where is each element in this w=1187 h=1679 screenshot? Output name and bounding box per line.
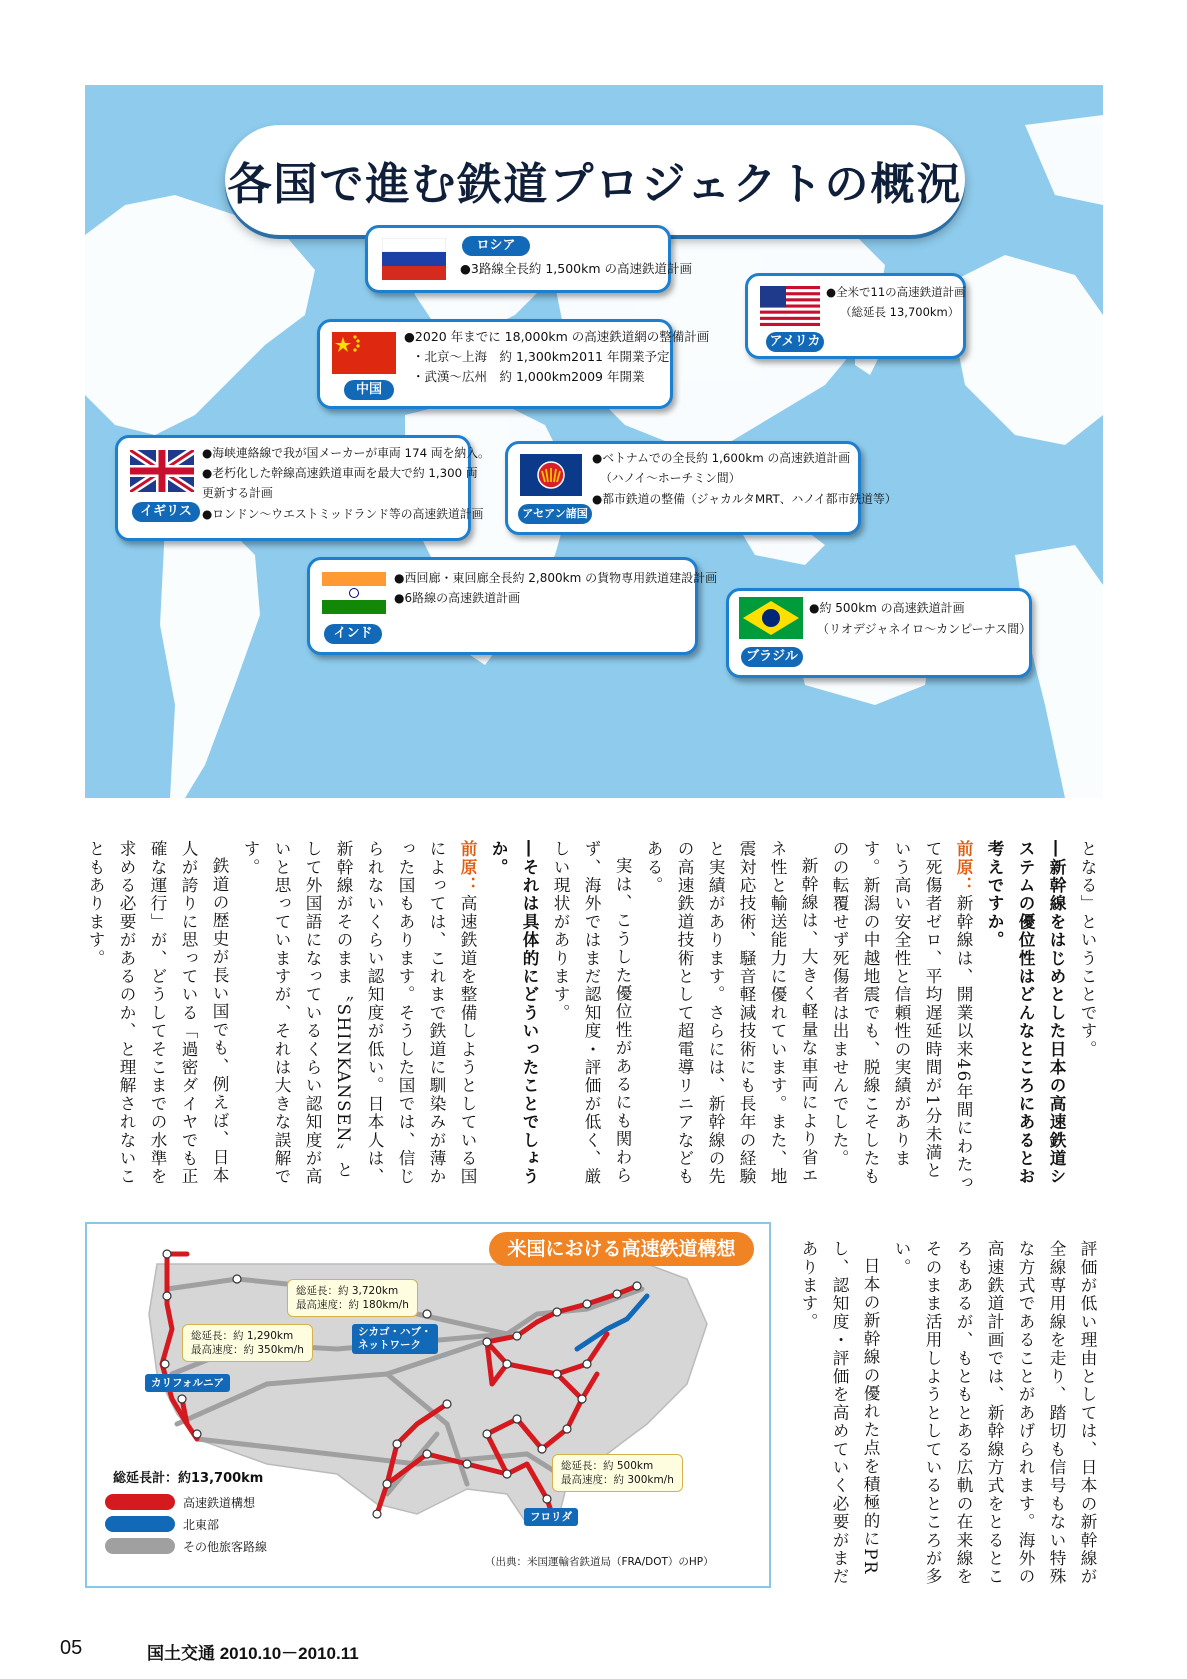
card-brazil bbox=[726, 588, 1032, 678]
card-russia bbox=[365, 225, 693, 293]
card-text: ●ロンドン〜ウエストミッドランド等の高速鉄道計画 bbox=[202, 507, 484, 521]
us-map-title: 米国における高速鉄道構想 bbox=[489, 1232, 754, 1266]
card-text: ●都市鉄道の整備（ジャカルタMRT、ハノイ都市鉄道等） bbox=[592, 492, 897, 506]
speaker-label: 前原： bbox=[458, 840, 477, 895]
bubble-line: 最高速度：約 300km/h bbox=[561, 1474, 674, 1486]
article-paragraph: 評価が低い理由としては、日本の新幹線が全線専用線を走り、踏切も信号もない特殊な方式であることがあげられます。海外の高速鉄道計画では、新幹線方式をとるところもあるが、もともとある広軌の在来線をそのまま活用しようとしているところが多い。 bbox=[892, 1240, 1097, 1586]
bubble-chicago bbox=[287, 1279, 418, 1317]
card-text: ●全米で11の高速鉄道計画 bbox=[826, 285, 966, 299]
answer-text: 高速鉄道を整備しようとしている国によっては、これまで鉄道に馴染みが薄かった国もあります。そうした国では、信じられないくらい認知度が低い。日本人は、新幹線がそのまま〝SHINKANSEN〟として外国語になっているくらい認知度が高いと思っていますが、それは大きな誤解です。 bbox=[241, 840, 477, 1186]
article-paragraph bbox=[235, 840, 483, 1194]
answer-text: 新幹線は、開業以来46年間にわたって死傷者ゼロ、平均遅延時間が1分未満という高い安全性と信頼性の実績があります。新潟の中越地震でも、脱線こそしたものの転覆せず死傷者は出ませんでした。 bbox=[830, 840, 973, 1192]
card-text: （総延長 13,700km） bbox=[840, 305, 960, 319]
bubble-california bbox=[182, 1324, 313, 1362]
brazil-flag-icon bbox=[739, 597, 803, 639]
card-text: ●海峡連絡線で我が国メーカーが車両 174 両を納入。 bbox=[202, 446, 490, 460]
tag-brazil: ブラジル bbox=[741, 647, 803, 667]
interview-question: ―それは具体的にどういったことでしょうか。 bbox=[489, 840, 539, 1186]
card-text: （ハノイ〜ホーチミン間） bbox=[600, 471, 741, 485]
card-text: ●2020 年までに 18,000km の高速鉄道網の整備計画 bbox=[404, 329, 710, 344]
article-right bbox=[800, 1240, 1103, 1594]
world-map-panel bbox=[85, 85, 1103, 798]
tag-chicago-hub bbox=[352, 1324, 438, 1354]
bubble-line: 総延長：約 500km bbox=[561, 1460, 654, 1472]
bubble-line: 総延長：約 1,290km bbox=[191, 1330, 294, 1342]
tag-usa: アメリカ bbox=[766, 332, 824, 352]
article-paragraph: となる」ということです。 bbox=[1078, 840, 1097, 1059]
bubble-line: 総延長：約 3,720km bbox=[296, 1285, 399, 1297]
article-paragraph: 実は、こうした優位性があるにも関わらず、海外ではまだ認知度・評価が低く、厳しい現状があります。 bbox=[551, 840, 632, 1186]
card-uk bbox=[115, 435, 490, 541]
uk-flag-icon bbox=[130, 450, 194, 492]
article-paragraph bbox=[824, 840, 979, 1194]
card-text: （リオデジャネイロ〜カンピーナス間） bbox=[817, 622, 1032, 636]
bubble-line: 最高速度：約 350km/h bbox=[191, 1344, 304, 1356]
speaker-label: 前原： bbox=[954, 840, 973, 895]
tag-line: シカゴ・ハブ・ bbox=[358, 1326, 432, 1338]
tag-india: インド bbox=[324, 624, 382, 644]
tag-uk: イギリス bbox=[132, 502, 200, 522]
tag-china: 中国 bbox=[344, 380, 394, 400]
tag-california: カリフォルニア bbox=[145, 1374, 230, 1392]
page-title: 各国で進む鉄道プロジェクトの概況 bbox=[227, 159, 963, 210]
legend-swatch-hsr bbox=[105, 1494, 175, 1510]
bubble-line: 最高速度：約 180km/h bbox=[296, 1299, 409, 1311]
us-rail-map bbox=[85, 1222, 771, 1588]
legend-swatch-northeast bbox=[105, 1516, 175, 1532]
tag-russia: ロシア bbox=[462, 236, 530, 256]
india-flag-icon bbox=[322, 572, 386, 614]
source-note: （出典：米国運輸省鉄道局（FRA/DOT）のHP） bbox=[485, 1556, 714, 1568]
china-flag-icon bbox=[332, 332, 396, 374]
card-text: 更新する計画 bbox=[202, 486, 273, 500]
legend-label: 北東部 bbox=[183, 1518, 220, 1532]
card-text: ●約 500km の高速鉄道計画 bbox=[809, 601, 965, 615]
article-paragraph: 鉄道の歴史が長い国でも、例えば、日本人が誇りに思っている「過密ダイヤでも正確な運行」が、どうしてそこまでの水準を求める必要があるのか、と理解されないこともあります。 bbox=[86, 840, 229, 1186]
article-paragraph: 日本の新幹線の優れた点を積極的にPRし、認知度・評価を高めていく必要がまだあります。 bbox=[799, 1240, 880, 1586]
asean-flag-icon bbox=[520, 454, 582, 496]
tag-florida: フロリダ bbox=[524, 1508, 578, 1526]
magazine-name: 国土交通 2010.10－2010.11 bbox=[147, 1644, 359, 1663]
article-top bbox=[85, 840, 1103, 1194]
bubble-florida bbox=[552, 1454, 683, 1492]
russia-flag-icon bbox=[382, 238, 446, 280]
card-text: ・武漢〜広州 約 1,000km2009 年開業 bbox=[412, 369, 645, 384]
card-text: ・北京〜上海 約 1,300km2011 年開業予定 bbox=[412, 349, 670, 364]
tag-line: ネットワーク bbox=[358, 1339, 421, 1351]
card-india bbox=[307, 557, 718, 655]
card-text: ●ベトナムでの全長約 1,600km の高速鉄道計画 bbox=[592, 451, 851, 465]
card-text: ●西回廊・東回廊全長約 2,800km の貨物専用鉄道建設計画 bbox=[394, 571, 718, 585]
card-text: ●3路線全長約 1,500km の高速鉄道計画 bbox=[460, 261, 693, 276]
card-text: ●老朽化した幹線高速鉄道車両を最大で約 1,300 両 bbox=[202, 466, 478, 480]
article-paragraph: 新幹線は、大きく軽量な車両により省エネ性と輸送能力に優れています。また、地震対応技術、騒音軽減技術にも長年の経験と実績があります。さらには、新幹線の先の高速鉄道技術として超電導リニアなどもある。 bbox=[644, 840, 818, 1186]
interview-question: ―新幹線をはじめとした日本の高速鉄道システムの優位性はどんなところにあるとお考えですか。 bbox=[985, 840, 1066, 1186]
total-length: 総延長計：約13,700km bbox=[113, 1471, 264, 1486]
usa-flag-icon bbox=[760, 286, 820, 326]
card-china bbox=[317, 319, 710, 409]
card-text: ●6路線の高速鉄道計画 bbox=[394, 591, 521, 605]
card-usa bbox=[745, 273, 966, 359]
card-asean bbox=[505, 441, 897, 535]
page-number: 05 bbox=[60, 1637, 83, 1659]
legend-swatch-other bbox=[105, 1538, 175, 1554]
legend-label: その他旅客路線 bbox=[183, 1540, 268, 1554]
title-banner bbox=[225, 125, 965, 235]
legend-label: 高速鉄道構想 bbox=[183, 1496, 256, 1510]
tag-asean: アセアン諸国 bbox=[518, 504, 592, 524]
